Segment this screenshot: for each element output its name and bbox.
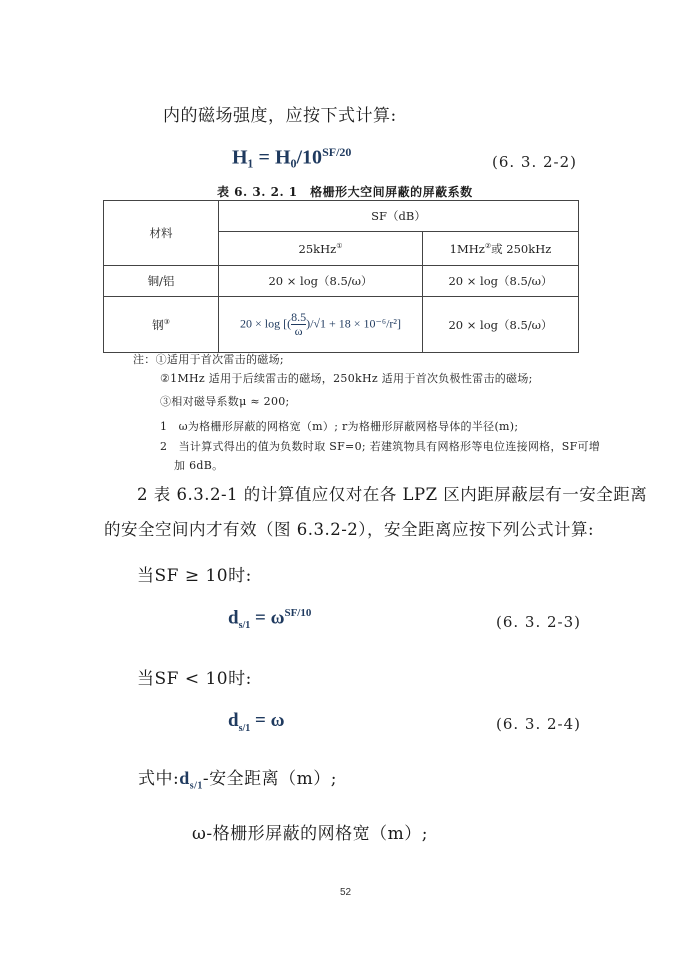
paragraph-2-line-2: 的安全空间内才有效（图 6.3.2-2），安全距离应按下列公式计算: (104, 520, 595, 539)
row-steel-1mhz: 20 × log（8.5/ω） (423, 297, 579, 353)
paragraph-2-line-1: 2 表 6.3.2-1 的计算值应仅对在各 LPZ 区内距屏蔽层有一安全距离 (137, 485, 648, 504)
where-d-subscript: s/1 (189, 780, 203, 792)
formula-h1-exponent: SF/20 (322, 145, 352, 159)
note-1: ②1MHz 适用于后续雷击的磁场，250kHz 适用于首次负极性雷击的磁场; (160, 372, 533, 385)
equation-number-6-3-2-3: (6. 3. 2-3) (496, 613, 582, 631)
formula-d2-subscript: s/1 (238, 722, 251, 734)
header-250khz-label: 或 250kHz (491, 241, 552, 256)
formula-d1-rhs: = ω (250, 607, 285, 629)
formula-d1-exponent: SF/10 (284, 607, 312, 619)
where-d-line (138, 764, 337, 791)
note-5: 加 6dB。 (174, 459, 224, 472)
where-omega-line: ω-格栅形屏蔽的网格宽（m）; (192, 824, 428, 844)
formula-d2 (228, 710, 284, 734)
header-1mhz (423, 232, 579, 266)
formula-d1-subscript: s/1 (238, 620, 251, 632)
row-steel-label: 钢 (152, 317, 164, 332)
steel-formula-lead: 20 × log [( (240, 316, 292, 331)
row-copper-aluminium-1mhz: 20 × log（8.5/ω） (423, 266, 579, 297)
where-d-text: -安全距离（m）; (202, 769, 338, 789)
formula-d1-d: d (228, 607, 239, 629)
where-prefix: 式中: (138, 769, 180, 789)
formula-h1-body: H₁ = H₀/10 (232, 146, 323, 169)
condition-sf-ge-10: 当SF ≥ 10时: (137, 566, 252, 586)
steel-fraction-denominator: ω (294, 324, 303, 338)
shielding-coefficient-table (103, 200, 579, 353)
steel-fraction (291, 311, 306, 338)
formula-h1 (232, 145, 351, 170)
header-1mhz-label: 1MHz (449, 241, 485, 256)
steel-fraction-numerator: 8.5 (291, 310, 307, 324)
row-steel-mark: ③ (163, 317, 170, 326)
row-copper-aluminium: 铜/铝 (104, 266, 219, 297)
where-d-symbol: d (179, 768, 190, 788)
formula-d2-rhs: = ω (250, 710, 285, 731)
table-caption: 表 6. 3. 2. 1 格栅形大空间屏蔽的屏蔽系数 (217, 185, 473, 199)
header-25khz-label: 25kHz (298, 241, 337, 256)
header-material: 材料 (104, 201, 219, 266)
intro-line: 内的磁场强度，应按下式计算: (163, 106, 397, 126)
header-25khz (219, 232, 423, 266)
note-4: 2 当计算式得出的值为负数时取 SF=0; 若建筑物具有网格形等电位连接网格，SF可增 (160, 440, 601, 453)
equation-number-6-3-2-2: (6. 3. 2-2) (492, 153, 578, 171)
row-steel-25khz (219, 297, 423, 353)
row-copper-aluminium-25khz: 20 × log（8.5/ω） (219, 266, 423, 297)
equation-number-6-3-2-4: (6. 3. 2-4) (496, 715, 582, 733)
formula-d2-d: d (228, 710, 239, 731)
note-2: ③相对磁导系数μ ≈ 200; (160, 395, 290, 408)
page-number: 52 (340, 887, 352, 898)
note-0: 注：①适用于首次雷击的磁场; (133, 353, 284, 366)
note-3: 1 ω为格栅形屏蔽的网格宽（m）; r为格栅形屏蔽网格导体的半径(m); (160, 420, 519, 433)
formula-d1 (228, 607, 311, 631)
steel-formula-tail: )/√1 + 18 × 10⁻⁶/r²] (306, 316, 401, 331)
row-steel (104, 297, 219, 353)
header-25khz-mark: ① (336, 241, 343, 250)
header-sf: SF（dB） (219, 201, 579, 232)
header-1mhz-mark: ② (484, 241, 492, 250)
condition-sf-lt-10: 当SF < 10时: (137, 669, 252, 689)
